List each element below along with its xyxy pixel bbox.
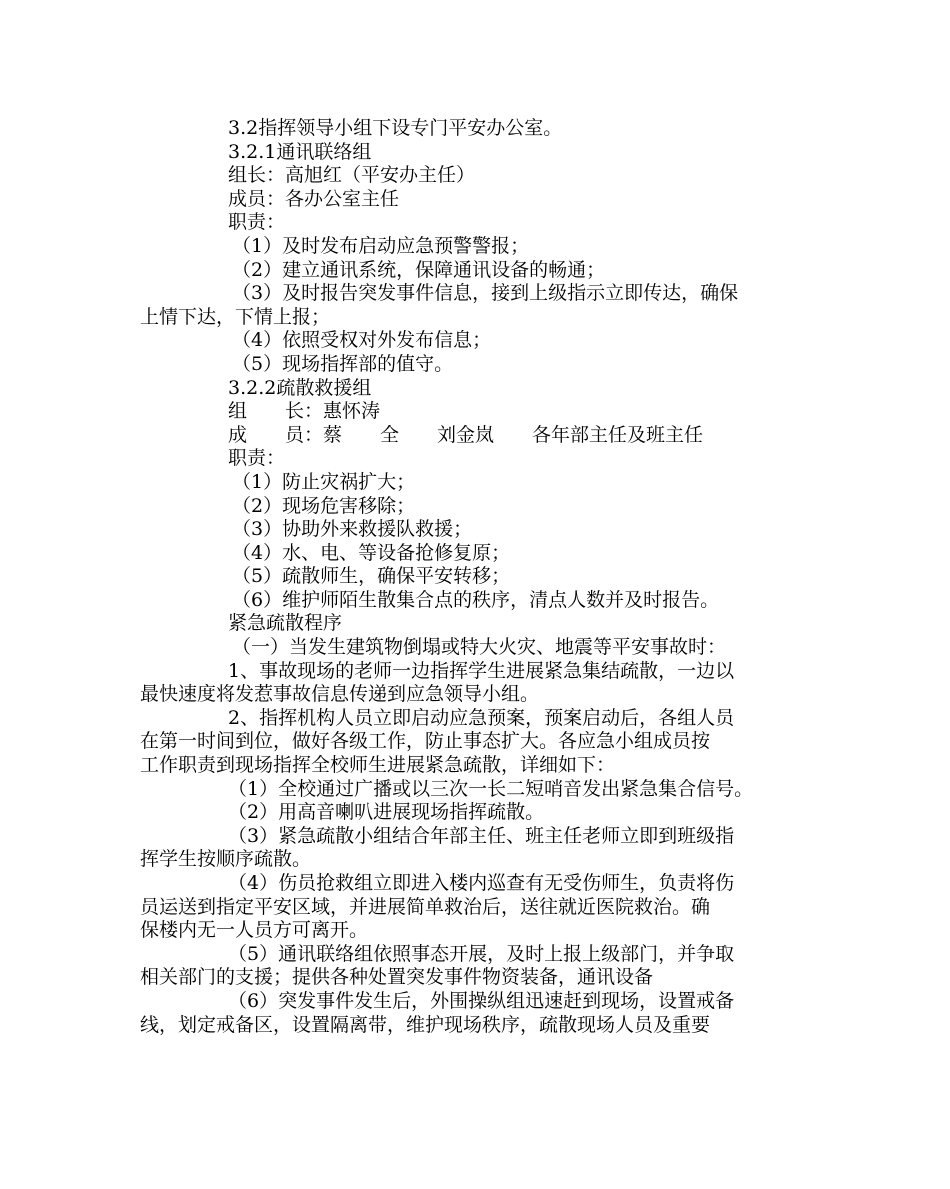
text-line: 3.2指挥领导小组下设专门平安办公室。 <box>228 117 563 139</box>
text-line: （6）突发事件发生后，外围操纵组迅速赶到现场，设置戒备 <box>228 989 735 1012</box>
text-line: （1）全校通过广播或以三次一长二短哨音发出紧急集合信号。 <box>228 777 754 800</box>
document-body <box>140 117 812 1037</box>
text-line: （4）伤员抢救组立即进入楼内巡查有无受伤师生，负责将伤 <box>228 872 735 894</box>
text-line: （1）及时发布启动应急预警警报； <box>232 234 530 257</box>
text-line: （5）现场指挥部的值守。 <box>232 352 454 375</box>
text-line: 相关部门的支援；提供各种处置突发事件物资装备，通讯设备 <box>140 966 654 989</box>
text-line: 2、指挥机构人员立即启动应急预案，预案启动后，各组人员 <box>228 706 735 729</box>
text-line: （4）依照受权对外发布信息； <box>232 329 492 352</box>
text-line: （3）协助外来救援队救援； <box>232 518 473 541</box>
text-line: 紧急疏散程序 <box>228 612 343 635</box>
text-line: 职责： <box>228 447 286 470</box>
text-line: 职责： <box>228 211 286 234</box>
text-line: 3.2.1通讯联络组 <box>228 140 372 163</box>
text-line: （4）水、电、等设备抢修复原； <box>232 541 511 564</box>
text-line: （5）疏散师生，确保平安转移； <box>232 565 511 588</box>
text-line: （2）用高音喇叭进展现场指挥疏散。 <box>228 801 545 824</box>
text-line: 最快速度将发惹事故信息传递到应急领导小组。 <box>140 683 540 706</box>
text-line: （一）当发生建筑物倒塌或特大火灾、地震等平安事故时： <box>232 636 727 659</box>
text-line: 组 长：惠怀涛 <box>228 400 381 423</box>
text-line: （2）现场危害移除； <box>232 494 416 517</box>
text-line: 线，划定戒备区，设置隔离带，维护现场秩序，疏散现场人员及重要 <box>140 1013 711 1036</box>
text-line: 员运送到指定平安区域，并进展简单救治后，送往就近医院救治。确 <box>140 895 711 918</box>
text-line: 1、事故现场的老师一边指挥学生进展紧急集结疏散，一边以 <box>228 659 735 682</box>
text-line: 成 员：蔡 全 刘金岚 各年部主任及班主任 <box>228 423 704 446</box>
text-line: 工作职责到现场指挥全校师生进展紧急疏散，详细如下： <box>140 754 616 777</box>
text-line: （3）紧急疏散小组结合年部主任、班主任老师立即到班级指 <box>228 824 735 847</box>
text-line: 在第一时间到位，做好各级工作，防止事态扩大。各应急小组成员按 <box>140 730 711 753</box>
text-line: 挥学生按顺序疏散。 <box>140 848 312 871</box>
text-line: （6）维护师陌生散集合点的秩序，清点人数并及时报告。 <box>232 588 720 611</box>
text-line: （3）及时报告突发事件信息，接到上级指示立即传达，确保 <box>232 282 739 305</box>
text-line: 3.2.2疏散救援组 <box>228 376 372 399</box>
text-line: （2）建立通讯系统，保障通讯设备的畅通； <box>232 258 606 281</box>
text-line: 保楼内无一人员方可离开。 <box>140 919 369 942</box>
text-line: 组长：高旭红（平安办主任） <box>228 164 476 187</box>
text-line: 成员：各办公室主任 <box>228 187 400 210</box>
text-line: （5）通讯联络组依照事态开展，及时上报上级部门，并争取 <box>228 942 735 965</box>
text-line: （1）防止灾祸扩大； <box>232 470 416 493</box>
text-line: 上情下达，下情上报； <box>140 305 331 328</box>
